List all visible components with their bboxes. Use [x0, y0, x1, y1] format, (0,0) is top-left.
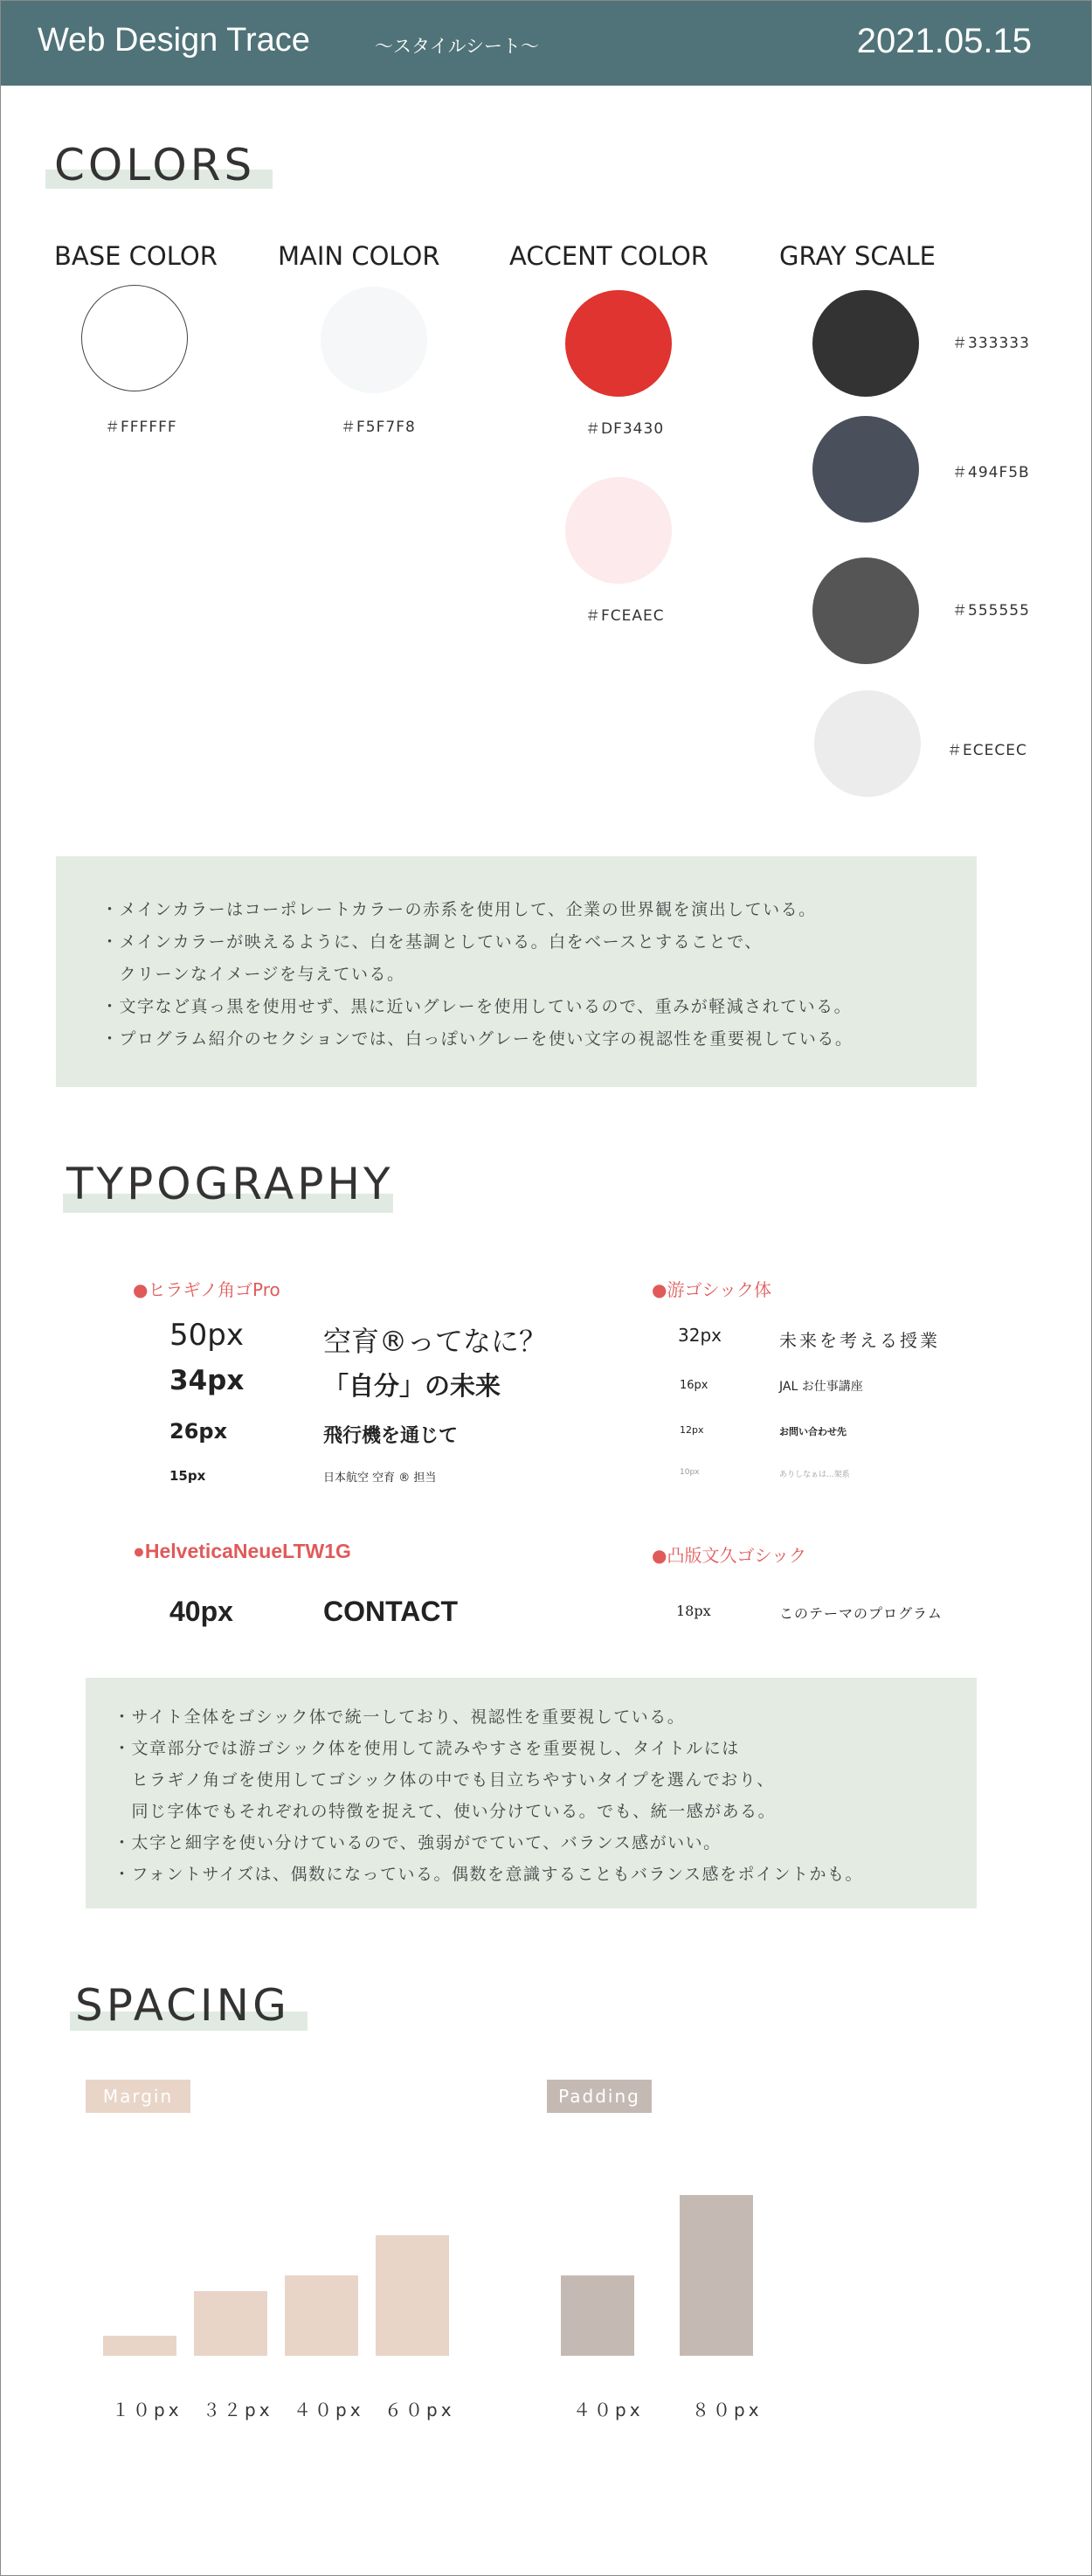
type-sample: このテーマのプログラム	[779, 1605, 943, 1622]
base-color-hex: ＃FFFFFF	[105, 419, 177, 436]
header-date: 2021.05.15	[856, 22, 1032, 60]
accent-swatch-1	[565, 290, 672, 397]
typography-notes	[86, 1678, 977, 1908]
type-size: 18px	[676, 1603, 711, 1619]
type-size: 10px	[680, 1468, 700, 1477]
accent-swatch-2	[565, 477, 672, 584]
margin-tag: Margin	[86, 2080, 190, 2113]
typography-note-line: ヒラギノ角ゴを使用してゴシック体の中でも目立ちやすいタイプを選んでおり、	[114, 1770, 775, 1790]
spacing-bar-label: ８０px	[692, 2399, 763, 2420]
gray-swatch-2	[812, 416, 919, 523]
type-size: 16px	[680, 1379, 708, 1392]
type-size: 12px	[680, 1424, 704, 1436]
colors-note-line: ・プログラム紹介のセクションでは、白っぽいグレーを使い文字の視認性を重要視している。	[101, 1029, 854, 1049]
spacing-bar	[103, 2336, 176, 2356]
gray-hex-3: ＃555555	[952, 602, 1030, 620]
spacing-bar	[194, 2291, 267, 2356]
type-size: 34px	[169, 1365, 245, 1396]
gray-swatch-3	[812, 557, 919, 664]
colors-note-line: ・メインカラーが映えるように、白を基調としている。白をベースとすることで、	[101, 932, 763, 952]
type-sample: 日本航空 空育 ® 担当	[323, 1472, 437, 1485]
toppan-label: ●凸版文久ゴシック	[652, 1545, 807, 1566]
typography-note-line: ・サイト全体をゴシック体で統一しており、視認性を重要視している。	[114, 1707, 686, 1727]
type-sample: CONTACT	[323, 1596, 459, 1627]
gray-hex-2: ＃494F5B	[952, 464, 1030, 481]
type-sample: 飛行機を通じて	[323, 1425, 459, 1447]
spacing-bar	[376, 2235, 449, 2356]
hiragino-label: ●ヒラギノ角ゴPro	[133, 1279, 280, 1300]
type-size: 15px	[169, 1468, 206, 1484]
spacing-bar-label: ４０px	[294, 2399, 364, 2420]
main-color-label: MAIN COLOR	[278, 241, 440, 271]
page-header	[1, 1, 1091, 86]
main-color-swatch	[321, 287, 427, 393]
spacing-bar-label: １０px	[112, 2399, 183, 2420]
type-sample: 空育®ってなに？	[323, 1325, 548, 1358]
gray-hex-4: ＃ECECEC	[947, 742, 1027, 759]
base-color-label: BASE COLOR	[54, 241, 218, 271]
typography-note-line: ・太字と細字を使い分けているので、強弱がでていて、バランス感がいい。	[114, 1833, 722, 1852]
type-sample: ありしなぁは...架系	[779, 1471, 850, 1479]
gray-scale-label: GRAY SCALE	[779, 241, 936, 271]
colors-note-line: ・文字など真っ黒を使用せず、黒に近いグレーを使用しているので、重みが軽減されている。	[101, 997, 853, 1016]
type-size: 40px	[169, 1596, 233, 1627]
typography-note-line: ・文章部分では游ゴシック体を使用して読みやすさを重要視し、タイトルには	[114, 1739, 740, 1758]
helvetica-label: ●HelveticaNeueLTW1G	[133, 1540, 351, 1562]
spacing-heading-text: SPACING	[75, 1980, 290, 2031]
colors-notes	[56, 856, 977, 1087]
accent-hex-2: ＃FCEAEC	[585, 607, 665, 625]
site-subtitle: 〜スタイルシート〜	[375, 36, 540, 57]
spacing-bar-label: ６０px	[384, 2399, 455, 2420]
type-sample: JAL お仕事講座	[779, 1380, 863, 1394]
type-sample: お問い合わせ先	[779, 1426, 847, 1437]
base-color-swatch	[81, 285, 188, 391]
spacing-heading	[75, 1980, 290, 2031]
spacing-bar-label: ４０px	[573, 2399, 644, 2420]
padding-tag: Padding	[547, 2080, 652, 2113]
gray-hex-1: ＃333333	[952, 335, 1030, 352]
typography-note-line: ・フォントサイズは、偶数になっている。偶数を意識することもバランス感をポイントかも。	[114, 1865, 863, 1884]
colors-note-line: ・メインカラーはコーポレートカラーの赤系を使用して、企業の世界観を演出している。	[101, 900, 817, 919]
site-title: Web Design Trace	[38, 22, 310, 59]
accent-hex-1: ＃DF3430	[585, 420, 665, 438]
main-color-hex: ＃F5F7F8	[341, 419, 416, 436]
spacing-bar	[680, 2195, 753, 2356]
colors-note-line: クリーンなイメージを与えている。	[101, 965, 405, 984]
typography-heading	[66, 1159, 394, 1209]
type-size: 32px	[678, 1325, 722, 1346]
type-size: 26px	[169, 1419, 228, 1444]
typography-heading-text: TYPOGRAPHY	[66, 1159, 394, 1209]
spacing-bar	[561, 2275, 634, 2356]
type-sample: 未来を考える授業	[779, 1330, 940, 1351]
colors-heading	[54, 140, 255, 190]
gray-swatch-4	[814, 690, 921, 797]
spacing-bar-label: ３２px	[203, 2399, 273, 2420]
gray-swatch-1	[812, 290, 919, 397]
type-size: 50px	[169, 1318, 244, 1353]
colors-heading-text: COLORS	[54, 140, 256, 190]
type-sample: 「自分」の未来	[323, 1371, 501, 1401]
typography-note-line: 同じ字体でもそれぞれの特徴を捉えて、使い分けている。でも、統一感がある。	[114, 1802, 777, 1821]
yu-gothic-label: ●游ゴシック体	[652, 1279, 772, 1300]
spacing-bar	[285, 2275, 358, 2356]
accent-color-label: ACCENT COLOR	[509, 241, 708, 271]
